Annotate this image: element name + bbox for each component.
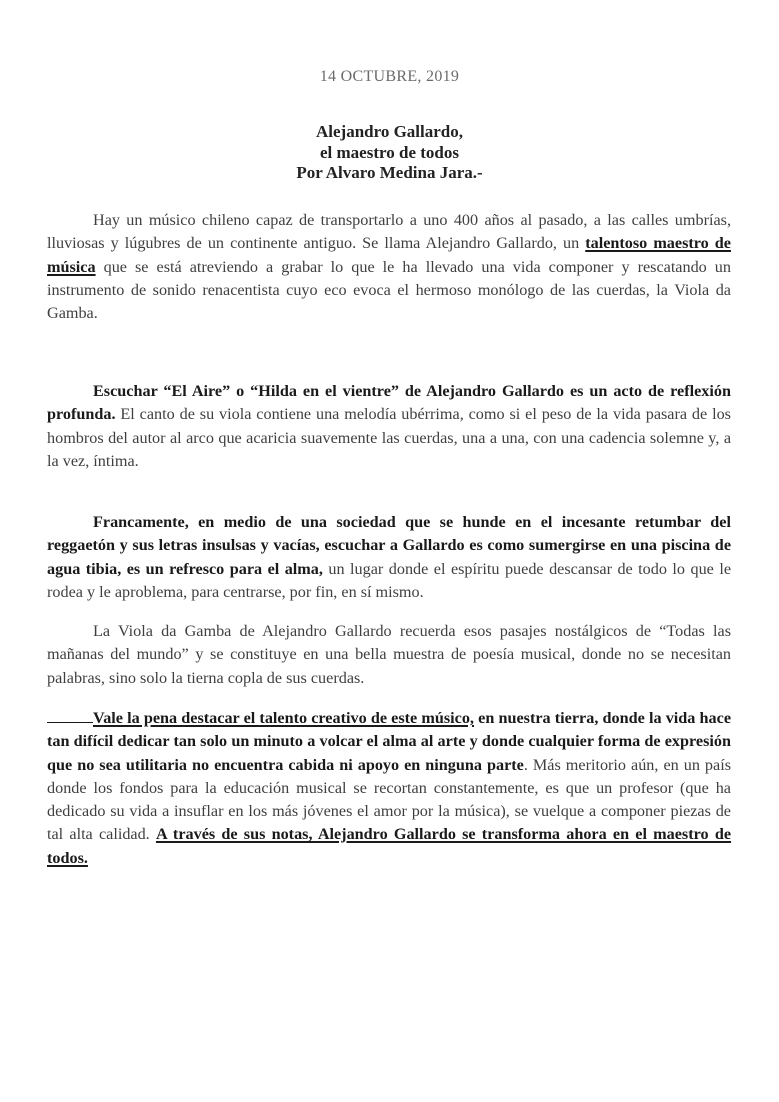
paragraph-5-bold-text: en nuestra tierra, donde la vida hace tan difícil dedicar tan solo un minuto a volcar el alma al arte y donde cualquier forma de expresión que no sea utilitaria no encuentra cabida ni apoyo en ninguna parte — [47, 709, 731, 774]
paragraph-2 — [47, 380, 731, 473]
paragraph-indent-underlined — [47, 706, 93, 723]
article-title-line-2: el maestro de todos — [320, 142, 459, 162]
paragraph-5-text: . Más meritorio aún, en un país donde los fondos para la educación musical se recortan constantemente, es que un profesor (que ha dedicado su vida a insuflar en los más jóvenes el amor por la música), se vuelque a componer piezas de tal alta calidad. — [47, 755, 731, 844]
paragraph-4-text: La Viola da Gamba de Alejandro Gallardo recuerda esos pasajes nostálgicos de “Todas las mañanas del mundo” y se constituye en una bella muestra de poesía musical, donde no se necesitan palabras, sino solo la tierna copla de sus cuerdas. — [47, 622, 731, 687]
paragraph-1 — [47, 209, 731, 325]
paragraph-4 — [47, 620, 731, 690]
article-title-block — [0, 122, 779, 184]
paragraph-3 — [47, 511, 731, 604]
paragraph-5 — [47, 706, 731, 870]
paragraph-2-bold-lead: Escuchar “El Aire” o “Hilda en el vientre” de Alejandro Gallardo es un acto de reflexión profunda. — [47, 382, 731, 424]
paragraph-5-underlined-lead: Vale la pena destacar el talento creativo de este músico, — [93, 709, 474, 727]
paragraph-3-bold-lead: Francamente, en medio de una sociedad que se hunde en el incesante retumbar del reggaetón y sus letras insulsas y vacías, escuchar a Gallardo es como sumergirse en una piscina de agua tibia, es un refresco para el alma, — [47, 513, 731, 578]
paragraph-3-text: un lugar donde el espíritu puede descansar de todo lo que le rodea y le aproblema, para centrarse, por fin, en sí mismo. — [47, 559, 731, 601]
paragraph-1-text-b: que se está atreviendo a grabar lo que le ha llevado una vida componer y rescatando un instrumento de sonido renacentista cuyo eco evoca el hermoso monólogo de las cuerdas, la Viola da Gamba. — [47, 257, 731, 323]
article-byline: Por Alvaro Medina Jara.- — [296, 163, 483, 182]
article-date: 14 OCTUBRE, 2019 — [319, 68, 460, 85]
paragraph-1-highlight: talentoso maestro de música — [47, 234, 731, 276]
article-title-line-1: Alejandro Gallardo, — [315, 122, 464, 141]
paragraph-1-text-a: Hay un músico chileno capaz de transportarlo a uno 400 años al pasado, a las calles umbrías, lluviosas y lúgubres de un continente antiguo. Se llama Alejandro Gallardo, un — [47, 211, 731, 253]
paragraph-5-closing-highlight: A través de sus notas, Alejandro Gallardo se transforma ahora en el maestro de todos. — [47, 825, 732, 867]
paragraph-2-text: El canto de su viola contiene una melodía ubérrima, como si el peso de la vida pasara de los hombros del autor al arco que acaricia suavemente las cuerdas, una a una, con una cadencia solemne y, a la vez, íntima. — [47, 405, 731, 470]
